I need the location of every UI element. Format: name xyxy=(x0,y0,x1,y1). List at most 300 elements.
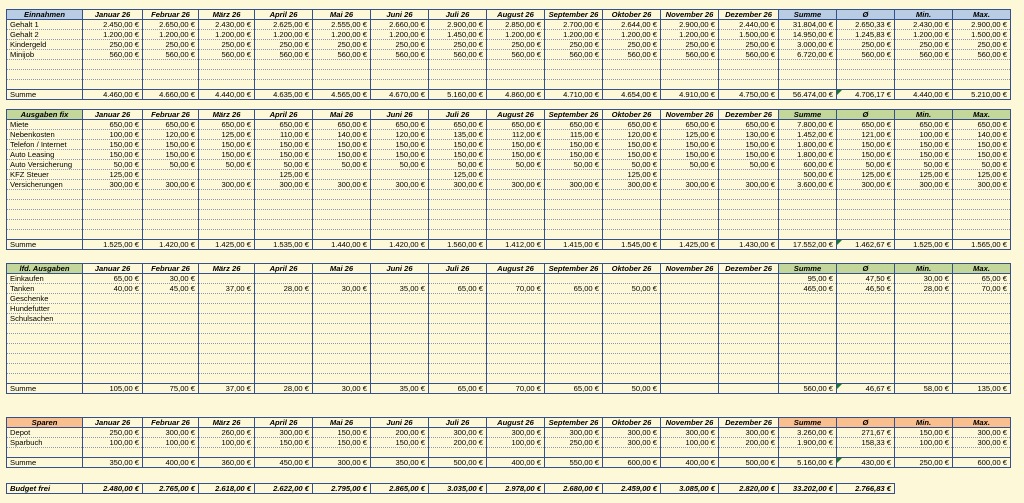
month-value[interactable]: 300,00 € xyxy=(661,180,719,190)
month-value[interactable] xyxy=(255,364,313,374)
stat-value[interactable]: 30,00 € xyxy=(895,274,953,284)
row-label[interactable] xyxy=(7,80,83,90)
month-value[interactable]: 50,00 € xyxy=(545,160,603,170)
month-value[interactable]: 650,00 € xyxy=(313,120,371,130)
stat-value[interactable] xyxy=(953,354,1011,364)
row-label[interactable]: Nebenkosten xyxy=(7,130,83,140)
month-value[interactable] xyxy=(371,334,429,344)
stat-value[interactable] xyxy=(953,80,1011,90)
month-value[interactable]: 150,00 € xyxy=(545,150,603,160)
month-header[interactable]: Juli 26 xyxy=(429,418,487,428)
stat-header[interactable]: Max. xyxy=(953,418,1011,428)
month-value[interactable] xyxy=(371,220,429,230)
month-value[interactable] xyxy=(661,364,719,374)
month-value[interactable] xyxy=(83,70,143,80)
month-value[interactable] xyxy=(661,324,719,334)
month-value[interactable] xyxy=(545,364,603,374)
row-label[interactable]: Miete xyxy=(7,120,83,130)
month-header[interactable]: Mai 26 xyxy=(313,10,371,20)
block-title[interactable]: Einnahmen xyxy=(7,10,83,20)
month-value[interactable] xyxy=(371,80,429,90)
stat-value[interactable] xyxy=(779,334,837,344)
budget-stat-value[interactable]: 33.202,00 € xyxy=(779,484,837,494)
stat-value[interactable] xyxy=(953,364,1011,374)
month-value[interactable] xyxy=(719,344,779,354)
stat-value[interactable] xyxy=(895,364,953,374)
month-value[interactable]: 650,00 € xyxy=(143,120,199,130)
month-value[interactable] xyxy=(719,284,779,294)
row-label[interactable] xyxy=(7,200,83,210)
month-value[interactable] xyxy=(661,80,719,90)
month-value[interactable] xyxy=(487,304,545,314)
month-value[interactable] xyxy=(603,210,661,220)
sum-value[interactable]: 30,00 € xyxy=(313,384,371,394)
month-value[interactable]: 150,00 € xyxy=(661,150,719,160)
month-value[interactable]: 112,00 € xyxy=(487,130,545,140)
month-header[interactable]: Februar 26 xyxy=(143,264,199,274)
month-value[interactable]: 50,00 € xyxy=(199,160,255,170)
stat-value[interactable] xyxy=(779,70,837,80)
month-value[interactable]: 130,00 € xyxy=(719,130,779,140)
stat-value[interactable] xyxy=(779,304,837,314)
month-value[interactable] xyxy=(83,374,143,384)
stat-value[interactable] xyxy=(837,210,895,220)
month-value[interactable]: 300,00 € xyxy=(603,180,661,190)
budget-value[interactable]: 2.978,00 € xyxy=(487,484,545,494)
sum-stat-value[interactable]: 46,67 € xyxy=(837,384,895,394)
sum-stat-value[interactable]: 430,00 € xyxy=(837,458,895,468)
month-value[interactable] xyxy=(487,200,545,210)
sum-value[interactable]: 4.710,00 € xyxy=(545,90,603,100)
month-value[interactable] xyxy=(83,344,143,354)
month-header[interactable]: Oktober 26 xyxy=(603,110,661,120)
month-value[interactable] xyxy=(719,80,779,90)
row-label[interactable]: Gehalt 1 xyxy=(7,20,83,30)
row-label[interactable]: Telefon / Internet xyxy=(7,140,83,150)
month-value[interactable] xyxy=(83,60,143,70)
sum-value[interactable]: 50,00 € xyxy=(603,384,661,394)
stat-value[interactable]: 46,50 € xyxy=(837,284,895,294)
stat-value[interactable]: 150,00 € xyxy=(953,150,1011,160)
stat-value[interactable]: 250,00 € xyxy=(953,40,1011,50)
month-value[interactable] xyxy=(719,210,779,220)
month-value[interactable]: 150,00 € xyxy=(143,140,199,150)
budget-value[interactable]: 2.622,00 € xyxy=(255,484,313,494)
month-value[interactable] xyxy=(719,230,779,240)
block-title[interactable]: Ausgaben fix xyxy=(7,110,83,120)
sum-value[interactable]: 65,00 € xyxy=(429,384,487,394)
budget-value[interactable]: 3.035,00 € xyxy=(429,484,487,494)
stat-value[interactable] xyxy=(895,80,953,90)
sum-value[interactable]: 550,00 € xyxy=(545,458,603,468)
month-value[interactable] xyxy=(371,200,429,210)
month-value[interactable] xyxy=(143,324,199,334)
month-value[interactable]: 150,00 € xyxy=(313,140,371,150)
month-value[interactable]: 50,00 € xyxy=(603,284,661,294)
month-value[interactable]: 250,00 € xyxy=(719,40,779,50)
month-value[interactable]: 650,00 € xyxy=(371,120,429,130)
stat-value[interactable] xyxy=(779,344,837,354)
month-value[interactable] xyxy=(661,190,719,200)
month-value[interactable]: 100,00 € xyxy=(83,438,143,448)
budget-value[interactable]: 2.618,00 € xyxy=(199,484,255,494)
stat-value[interactable]: 50,00 € xyxy=(895,160,953,170)
month-value[interactable]: 150,00 € xyxy=(371,438,429,448)
stat-value[interactable] xyxy=(953,344,1011,354)
month-value[interactable]: 650,00 € xyxy=(487,120,545,130)
month-value[interactable] xyxy=(661,334,719,344)
month-value[interactable]: 150,00 € xyxy=(313,150,371,160)
month-value[interactable]: 250,00 € xyxy=(371,40,429,50)
month-value[interactable]: 2.660,00 € xyxy=(371,20,429,30)
sum-label[interactable]: Summe xyxy=(7,240,83,250)
month-value[interactable]: 2.430,00 € xyxy=(199,20,255,30)
month-value[interactable] xyxy=(143,80,199,90)
budget-value[interactable]: 2.459,00 € xyxy=(603,484,661,494)
stat-value[interactable] xyxy=(953,230,1011,240)
month-value[interactable] xyxy=(199,324,255,334)
month-value[interactable]: 1.200,00 € xyxy=(487,30,545,40)
stat-value[interactable]: 300,00 € xyxy=(895,180,953,190)
stat-value[interactable] xyxy=(895,374,953,384)
month-value[interactable]: 560,00 € xyxy=(545,50,603,60)
month-value[interactable]: 150,00 € xyxy=(255,140,313,150)
stat-value[interactable] xyxy=(837,314,895,324)
sum-value[interactable] xyxy=(661,384,719,394)
month-value[interactable]: 300,00 € xyxy=(545,180,603,190)
month-value[interactable]: 1.450,00 € xyxy=(429,30,487,40)
month-value[interactable] xyxy=(199,230,255,240)
month-value[interactable] xyxy=(487,314,545,324)
stat-value[interactable]: 95,00 € xyxy=(779,274,837,284)
month-value[interactable]: 150,00 € xyxy=(487,140,545,150)
month-value[interactable] xyxy=(83,314,143,324)
month-value[interactable]: 50,00 € xyxy=(603,160,661,170)
stat-value[interactable] xyxy=(779,364,837,374)
month-value[interactable] xyxy=(545,274,603,284)
stat-value[interactable]: 500,00 € xyxy=(779,170,837,180)
month-value[interactable] xyxy=(429,374,487,384)
month-value[interactable] xyxy=(143,210,199,220)
month-header[interactable]: November 26 xyxy=(661,110,719,120)
month-value[interactable] xyxy=(199,294,255,304)
month-value[interactable]: 2.650,00 € xyxy=(143,20,199,30)
month-value[interactable] xyxy=(143,354,199,364)
month-header[interactable]: März 26 xyxy=(199,264,255,274)
month-value[interactable]: 300,00 € xyxy=(603,428,661,438)
month-value[interactable] xyxy=(199,274,255,284)
month-value[interactable]: 250,00 € xyxy=(661,40,719,50)
month-value[interactable]: 2.900,00 € xyxy=(661,20,719,30)
month-value[interactable]: 50,00 € xyxy=(661,160,719,170)
month-value[interactable]: 250,00 € xyxy=(83,40,143,50)
stat-value[interactable] xyxy=(837,60,895,70)
month-value[interactable] xyxy=(603,374,661,384)
month-value[interactable] xyxy=(429,344,487,354)
stat-header[interactable]: Min. xyxy=(895,110,953,120)
stat-value[interactable]: 300,00 € xyxy=(953,438,1011,448)
month-value[interactable] xyxy=(143,60,199,70)
month-value[interactable]: 300,00 € xyxy=(719,180,779,190)
sum-value[interactable]: 1.412,00 € xyxy=(487,240,545,250)
stat-value[interactable]: 14.950,00 € xyxy=(779,30,837,40)
month-value[interactable]: 120,00 € xyxy=(603,130,661,140)
stat-value[interactable]: 50,00 € xyxy=(953,160,1011,170)
month-value[interactable]: 650,00 € xyxy=(545,120,603,130)
stat-value[interactable]: 150,00 € xyxy=(837,150,895,160)
month-value[interactable] xyxy=(545,448,603,458)
row-label[interactable]: Auto Leasing xyxy=(7,150,83,160)
stat-value[interactable]: 1.800,00 € xyxy=(779,150,837,160)
month-value[interactable] xyxy=(255,274,313,284)
month-value[interactable] xyxy=(429,304,487,314)
sum-value[interactable]: 4.565,00 € xyxy=(313,90,371,100)
month-value[interactable]: 250,00 € xyxy=(603,40,661,50)
sum-value[interactable]: 4.635,00 € xyxy=(255,90,313,100)
sum-value[interactable]: 1.425,00 € xyxy=(199,240,255,250)
stat-value[interactable] xyxy=(953,314,1011,324)
month-value[interactable]: 150,00 € xyxy=(199,140,255,150)
month-value[interactable] xyxy=(719,354,779,364)
row-label[interactable] xyxy=(7,354,83,364)
month-value[interactable] xyxy=(143,70,199,80)
month-value[interactable]: 650,00 € xyxy=(199,120,255,130)
month-value[interactable] xyxy=(429,60,487,70)
month-value[interactable] xyxy=(719,364,779,374)
month-value[interactable]: 560,00 € xyxy=(487,50,545,60)
month-value[interactable] xyxy=(255,80,313,90)
month-value[interactable]: 150,00 € xyxy=(313,428,371,438)
sum-value[interactable]: 400,00 € xyxy=(661,458,719,468)
month-header[interactable]: April 26 xyxy=(255,10,313,20)
month-value[interactable] xyxy=(143,344,199,354)
stat-header[interactable]: Max. xyxy=(953,110,1011,120)
month-value[interactable] xyxy=(719,294,779,304)
month-value[interactable] xyxy=(487,324,545,334)
stat-value[interactable]: 271,67 € xyxy=(837,428,895,438)
sum-value[interactable]: 4.860,00 € xyxy=(487,90,545,100)
month-value[interactable]: 650,00 € xyxy=(255,120,313,130)
month-value[interactable]: 300,00 € xyxy=(603,438,661,448)
month-header[interactable]: Januar 26 xyxy=(83,418,143,428)
month-value[interactable]: 200,00 € xyxy=(371,428,429,438)
month-value[interactable] xyxy=(661,220,719,230)
sum-value[interactable]: 300,00 € xyxy=(313,458,371,468)
month-value[interactable] xyxy=(487,80,545,90)
month-value[interactable] xyxy=(143,448,199,458)
month-value[interactable] xyxy=(371,314,429,324)
month-value[interactable]: 250,00 € xyxy=(143,40,199,50)
budget-label[interactable]: Budget frei xyxy=(7,484,83,494)
stat-value[interactable]: 250,00 € xyxy=(837,40,895,50)
month-value[interactable] xyxy=(313,230,371,240)
sum-value[interactable]: 4.750,00 € xyxy=(719,90,779,100)
stat-value[interactable]: 50,00 € xyxy=(837,160,895,170)
month-header[interactable]: September 26 xyxy=(545,264,603,274)
month-value[interactable] xyxy=(83,334,143,344)
stat-value[interactable]: 150,00 € xyxy=(953,140,1011,150)
month-value[interactable]: 150,00 € xyxy=(371,140,429,150)
month-value[interactable] xyxy=(255,448,313,458)
stat-value[interactable] xyxy=(837,324,895,334)
stat-value[interactable] xyxy=(837,304,895,314)
month-value[interactable] xyxy=(199,200,255,210)
sum-value[interactable]: 105,00 € xyxy=(83,384,143,394)
month-value[interactable] xyxy=(719,334,779,344)
month-value[interactable] xyxy=(313,448,371,458)
month-value[interactable] xyxy=(719,170,779,180)
sum-value[interactable]: 4.654,00 € xyxy=(603,90,661,100)
month-value[interactable]: 150,00 € xyxy=(255,150,313,160)
row-label[interactable]: Kindergeld xyxy=(7,40,83,50)
stat-value[interactable] xyxy=(837,190,895,200)
sum-value[interactable]: 1.440,00 € xyxy=(313,240,371,250)
sum-value[interactable]: 4.660,00 € xyxy=(143,90,199,100)
month-value[interactable]: 150,00 € xyxy=(371,150,429,160)
month-value[interactable] xyxy=(545,354,603,364)
month-value[interactable] xyxy=(313,190,371,200)
stat-value[interactable] xyxy=(953,200,1011,210)
month-value[interactable]: 150,00 € xyxy=(313,438,371,448)
month-value[interactable] xyxy=(429,220,487,230)
month-value[interactable] xyxy=(661,230,719,240)
month-value[interactable]: 650,00 € xyxy=(603,120,661,130)
row-label[interactable] xyxy=(7,190,83,200)
month-value[interactable] xyxy=(255,304,313,314)
stat-value[interactable]: 600,00 € xyxy=(779,160,837,170)
stat-value[interactable] xyxy=(837,354,895,364)
month-value[interactable] xyxy=(429,190,487,200)
month-value[interactable] xyxy=(661,374,719,384)
stat-value[interactable]: 150,00 € xyxy=(895,140,953,150)
month-value[interactable]: 100,00 € xyxy=(143,438,199,448)
month-value[interactable] xyxy=(83,324,143,334)
month-value[interactable]: 50,00 € xyxy=(487,160,545,170)
month-value[interactable] xyxy=(661,200,719,210)
month-value[interactable] xyxy=(661,60,719,70)
month-value[interactable] xyxy=(487,210,545,220)
empty-cell[interactable] xyxy=(953,484,1011,494)
stat-value[interactable]: 2.900,00 € xyxy=(953,20,1011,30)
month-value[interactable]: 1.200,00 € xyxy=(313,30,371,40)
month-value[interactable]: 300,00 € xyxy=(661,428,719,438)
stat-value[interactable] xyxy=(779,80,837,90)
stat-value[interactable]: 650,00 € xyxy=(837,120,895,130)
month-value[interactable]: 150,00 € xyxy=(83,140,143,150)
row-label[interactable]: Einkaufen xyxy=(7,274,83,284)
stat-value[interactable] xyxy=(837,364,895,374)
month-value[interactable] xyxy=(661,294,719,304)
stat-value[interactable]: 3.000,00 € xyxy=(779,40,837,50)
stat-value[interactable] xyxy=(895,324,953,334)
month-value[interactable]: 150,00 € xyxy=(143,150,199,160)
month-header[interactable]: Juni 26 xyxy=(371,110,429,120)
row-label[interactable]: Gehalt 2 xyxy=(7,30,83,40)
stat-value[interactable]: 560,00 € xyxy=(953,50,1011,60)
sum-value[interactable]: 400,00 € xyxy=(143,458,199,468)
month-value[interactable] xyxy=(603,354,661,364)
row-label[interactable] xyxy=(7,334,83,344)
month-value[interactable] xyxy=(143,190,199,200)
month-value[interactable]: 2.625,00 € xyxy=(255,20,313,30)
month-value[interactable]: 650,00 € xyxy=(83,120,143,130)
month-value[interactable]: 150,00 € xyxy=(719,140,779,150)
stat-value[interactable]: 140,00 € xyxy=(953,130,1011,140)
month-header[interactable]: Dezember 26 xyxy=(719,110,779,120)
month-header[interactable]: Juni 26 xyxy=(371,10,429,20)
month-value[interactable]: 150,00 € xyxy=(83,150,143,160)
stat-header[interactable]: Ø xyxy=(837,10,895,20)
month-value[interactable] xyxy=(313,334,371,344)
month-header[interactable]: Februar 26 xyxy=(143,418,199,428)
month-value[interactable]: 50,00 € xyxy=(83,160,143,170)
month-header[interactable]: Oktober 26 xyxy=(603,264,661,274)
sum-stat-value[interactable]: 56.474,00 € xyxy=(779,90,837,100)
sum-stat-value[interactable]: 5.210,00 € xyxy=(953,90,1011,100)
stat-header[interactable]: Ø xyxy=(837,264,895,274)
stat-value[interactable]: 560,00 € xyxy=(837,50,895,60)
row-label[interactable] xyxy=(7,344,83,354)
month-value[interactable] xyxy=(313,344,371,354)
month-value[interactable]: 50,00 € xyxy=(255,160,313,170)
month-value[interactable] xyxy=(545,170,603,180)
month-value[interactable]: 125,00 € xyxy=(199,130,255,140)
row-label[interactable]: KFZ Steuer xyxy=(7,170,83,180)
month-value[interactable] xyxy=(313,210,371,220)
stat-value[interactable] xyxy=(953,304,1011,314)
sum-value[interactable]: 70,00 € xyxy=(487,384,545,394)
month-value[interactable] xyxy=(143,334,199,344)
month-value[interactable] xyxy=(603,200,661,210)
month-value[interactable] xyxy=(603,304,661,314)
month-value[interactable] xyxy=(255,334,313,344)
month-value[interactable]: 110,00 € xyxy=(255,130,313,140)
sum-value[interactable]: 75,00 € xyxy=(143,384,199,394)
month-value[interactable] xyxy=(143,220,199,230)
budget-value[interactable]: 2.820,00 € xyxy=(719,484,779,494)
stat-value[interactable]: 121,00 € xyxy=(837,130,895,140)
month-value[interactable] xyxy=(719,190,779,200)
month-value[interactable] xyxy=(83,200,143,210)
month-value[interactable]: 65,00 € xyxy=(83,274,143,284)
month-value[interactable] xyxy=(603,274,661,284)
stat-value[interactable]: 7.800,00 € xyxy=(779,120,837,130)
stat-value[interactable]: 1.245,83 € xyxy=(837,30,895,40)
month-value[interactable] xyxy=(719,374,779,384)
sum-value[interactable]: 28,00 € xyxy=(255,384,313,394)
stat-value[interactable]: 650,00 € xyxy=(953,120,1011,130)
sum-value[interactable]: 600,00 € xyxy=(603,458,661,468)
stat-value[interactable] xyxy=(895,210,953,220)
budget-value[interactable]: 2.765,00 € xyxy=(143,484,199,494)
month-value[interactable] xyxy=(719,324,779,334)
month-header[interactable]: Dezember 26 xyxy=(719,264,779,274)
month-value[interactable]: 2.450,00 € xyxy=(83,20,143,30)
month-value[interactable]: 300,00 € xyxy=(429,180,487,190)
month-value[interactable] xyxy=(313,60,371,70)
stat-header[interactable]: Min. xyxy=(895,264,953,274)
month-value[interactable] xyxy=(545,324,603,334)
month-value[interactable]: 250,00 € xyxy=(545,438,603,448)
stat-value[interactable] xyxy=(779,374,837,384)
month-value[interactable]: 560,00 € xyxy=(719,50,779,60)
sum-value[interactable]: 500,00 € xyxy=(719,458,779,468)
month-value[interactable]: 150,00 € xyxy=(255,438,313,448)
stat-value[interactable] xyxy=(779,200,837,210)
month-value[interactable]: 300,00 € xyxy=(487,428,545,438)
month-value[interactable] xyxy=(255,70,313,80)
month-value[interactable] xyxy=(545,60,603,70)
